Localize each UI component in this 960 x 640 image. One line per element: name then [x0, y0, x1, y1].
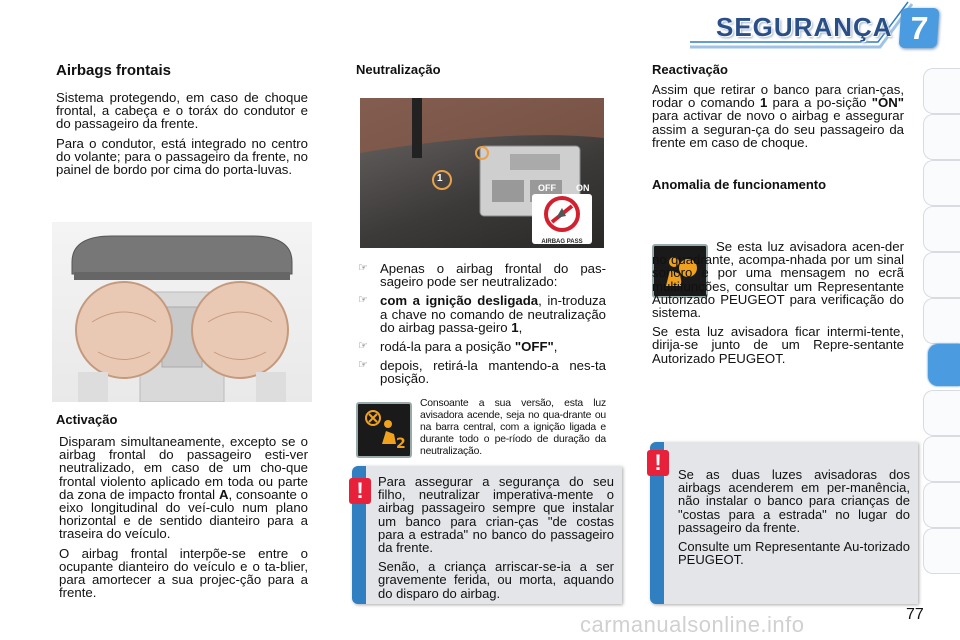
reactivation-on: "ON" — [871, 95, 904, 111]
reactivation-text — [652, 83, 904, 149]
step-4-text: depois, retirá-la mantendo-a nes-ta posição. — [380, 358, 606, 387]
step-3-bold: "OFF" — [514, 339, 554, 355]
reactivation-number: 1 — [759, 95, 768, 111]
watermark: carmanualsonline.info — [580, 612, 805, 637]
airbag-seats-drawing — [52, 222, 312, 402]
anomaly-heading: Anomalia de funcionamento — [652, 177, 827, 193]
airbag-pass-badge — [532, 194, 592, 244]
step-1 — [356, 262, 606, 288]
header-bar — [0, 0, 960, 50]
anomaly-section — [652, 240, 904, 365]
pointing-hand-icon: ☞ — [358, 294, 368, 307]
airbag-illustration — [52, 222, 312, 402]
activation-text-2: O airbag frontal interpõe-se entre o ocupante dianteiro do veículo e o ta-blier, para amortecer a sua projec-ção para a frente. — [59, 545, 308, 601]
dual-lights-warning-2: Consulte um Representante Au-torizado PEUGEOT. — [678, 539, 910, 568]
airbags-intro: Sistema protegendo, em caso de choque frontal, a cabeça e o toráx do condutor e do passageiro da frente. — [56, 90, 308, 132]
child-seat-warning-2: Senão, a criança arriscar-se-ia a ser gravemente ferida, ou morta, aquando do disparo do airbag. — [378, 559, 614, 601]
pointing-hand-icon: ☞ — [358, 340, 368, 353]
activation-heading: Activação — [56, 412, 118, 427]
step-2-end: , — [518, 319, 523, 335]
reactivation-text-a: Assim que retirar o banco para crian-ças, rodar o comando — [652, 82, 904, 111]
airbag-off-warning-light — [356, 402, 412, 458]
neutralization-steps — [356, 262, 606, 392]
neutralization-photo — [360, 98, 604, 248]
zone-letter: A — [218, 486, 229, 502]
column-left — [56, 62, 308, 176]
step-2-text: , in-troduza a chave no comando de neutralização do airbag passa-geiro — [380, 293, 606, 335]
svg-text:2: 2 — [396, 436, 406, 452]
warning-icon: ! — [349, 478, 371, 504]
dual-lights-warning-box — [650, 442, 918, 604]
warning-icon: ! — [647, 450, 669, 476]
section-title: SEGURANÇA — [716, 12, 893, 42]
step-3-text: rodá-la para a posição — [380, 339, 515, 355]
step-2-number: 1 — [511, 319, 519, 335]
chapter-tab[interactable] — [923, 114, 960, 160]
anomaly-text-2: Se esta luz avisadora ficar intermi-tente, dirija-se junto de um Repre-sentante Autorizado PEUGEOT. — [652, 324, 904, 366]
reactivation-text-b: para a po-sição — [767, 95, 872, 111]
activation-text-1b: , consoante o eixo longitudinal do veí-culo num plano horizontal e de sentido dianteiro para a traseira do veículo. — [59, 486, 308, 542]
activation-section — [56, 412, 308, 599]
step-2-bold: com a ignição desligada — [380, 293, 539, 309]
no-airbag-icon — [532, 194, 592, 234]
neutralization-heading: Neutralização — [356, 62, 441, 77]
pointing-hand-icon: ☞ — [358, 262, 368, 274]
page-number: 77 — [906, 606, 924, 623]
key-number-label: 1 — [437, 173, 443, 184]
step-4 — [356, 359, 606, 385]
child-seat-warning-box — [352, 466, 622, 604]
chapter-number: 7 — [908, 10, 930, 46]
step-3-end: , — [553, 339, 558, 355]
chapter-tab[interactable] — [923, 252, 960, 298]
dual-lights-warning-1: Se as duas luzes avisadoras dos airbags acenderem em per-manência, não instalar o banco para crianças de "costas para a estrada" no lugar do passageiro da frente. — [678, 467, 910, 535]
column-right — [652, 62, 904, 192]
chapter-badge — [899, 8, 940, 48]
airbags-location: Para o condutor, está integrado no centro do volante; para o passageiro da frente, no painel de bordo por cima do porta-luvas. — [56, 135, 308, 178]
child-seat-warning-1: Para assegurar a segurança do seu filho, neutralizar imperativa-mente o airbag passageiro sempre que instalar um banco para crian-ças "de costas para a estrada" no banco do passageiro da frente. — [378, 474, 614, 556]
chapter-tab[interactable] — [923, 390, 960, 436]
pointing-hand-icon: ☞ — [358, 359, 368, 372]
chapter-tab-active[interactable] — [928, 344, 960, 386]
off-label: OFF — [538, 183, 556, 193]
activation-text-1a: Disparam simultaneamente, excepto se o airbag frontal do passageiro esti-ver neutralizado, em caso de um cho-que frontal violento aplicado em toda ou parte da zona de impacto frontal — [59, 434, 308, 502]
chapter-tab[interactable] — [923, 436, 960, 482]
activation-text-1 — [56, 435, 308, 541]
chapter-tab[interactable] — [923, 482, 960, 528]
warning-light-note: Consoante a sua versão, esta luz avisadora acende, seja no qua-drante ou na barra central, com a ignição ligada e durante todo o pe-ríodo de duração da neutralização. — [420, 398, 606, 457]
airbags-heading: Airbags frontais — [56, 62, 172, 79]
chapter-tab[interactable] — [923, 298, 960, 344]
airbag-off-icon — [358, 404, 410, 456]
chapter-tab[interactable] — [923, 528, 960, 574]
reactivation-heading: Reactivação — [652, 62, 728, 77]
reactivation-text-c: para activar de novo o airbag e assegurar assim a seguran-ça do seu passageiro da frente em caso de choque. — [652, 108, 904, 150]
chapter-tab[interactable] — [923, 206, 960, 252]
step-1-text: Apenas o airbag frontal do pas-sageiro pode ser neutralizado: — [380, 261, 606, 290]
step-3 — [356, 340, 606, 353]
step-2 — [356, 294, 606, 334]
chapter-tab[interactable] — [923, 160, 960, 206]
on-label: ON — [576, 183, 590, 193]
anomaly-text-1: Se esta luz avisadora acen-der no quadrante, acompa-nhada por um sinal sonoro e por uma mensagem no ecrã multifunções, consultar um Representante Autorizado PEUGEOT para verificação do sistema. — [652, 239, 904, 321]
chapter-tab[interactable] — [923, 68, 960, 114]
airbag-pass-label: AIRBAG PASS — [541, 239, 583, 245]
